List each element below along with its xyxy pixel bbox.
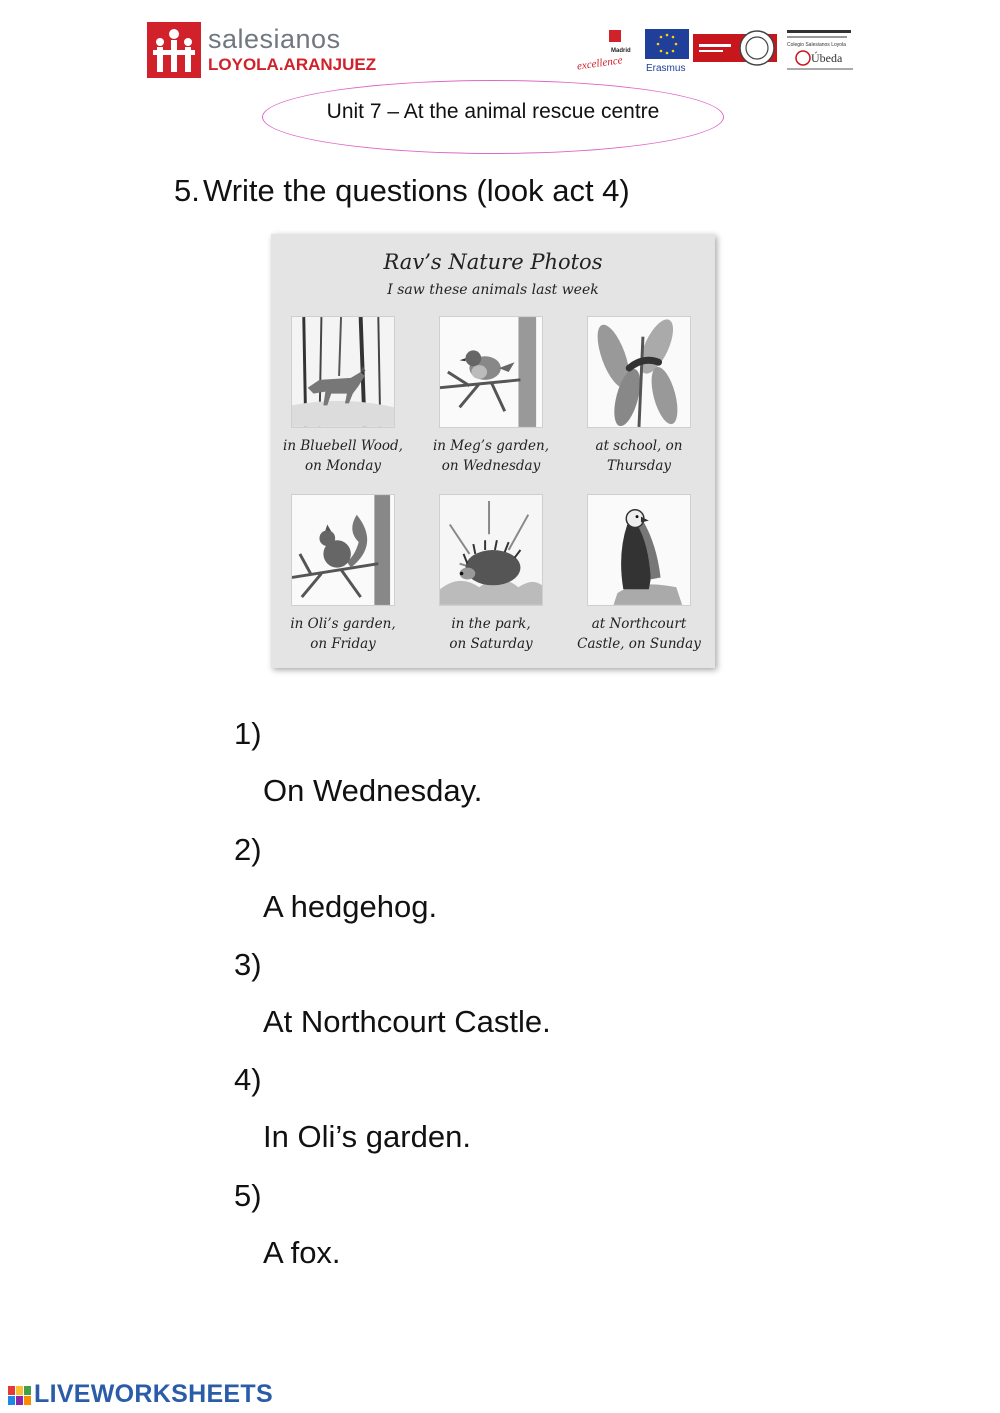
robin-icon: [440, 317, 542, 427]
logo-text-salesianos: salesianos: [208, 24, 341, 54]
photo-caption-eagle: [569, 614, 709, 654]
photo-caption-caterpillar: [569, 436, 709, 476]
colegio-label: Colegio Salesianos Loyola: [787, 42, 846, 48]
question-number-1: 1): [234, 716, 262, 751]
question-number-3: 3): [234, 947, 262, 982]
madrid-excellence-logo-icon: [576, 30, 631, 73]
unit-title: Unit 7 – At the animal rescue centre: [326, 100, 660, 123]
caption-line: on Wednesday: [441, 458, 541, 474]
panel-title: Rav’s Nature Photos: [383, 250, 603, 274]
question-number-4: 4): [234, 1062, 262, 1097]
caption-line: on Monday: [304, 458, 382, 474]
photo-robin: [439, 316, 543, 428]
caption-line: at school, on: [595, 438, 683, 454]
caption-line: at Northcourt: [591, 616, 687, 632]
fox-icon: [292, 317, 394, 427]
ubeda-label: Úbeda: [811, 51, 843, 65]
photo-caption-fox: [273, 436, 413, 476]
exercise-instruction-text: Write the questions (look act 4): [203, 173, 630, 208]
nature-photos-panel: [271, 234, 715, 668]
caption-line: in Bluebell Wood,: [283, 438, 403, 454]
photo-caption-squirrel: [273, 614, 413, 654]
eu-flag-icon: [645, 29, 689, 74]
caption-line: on Saturday: [449, 636, 533, 652]
photo-eagle: [587, 494, 691, 606]
answer-2: A hedgehog.: [263, 889, 438, 924]
question-number-5: 5): [234, 1178, 262, 1213]
caption-line: on Friday: [310, 636, 376, 652]
photo-caption-robin: [421, 436, 561, 476]
caption-line: in Oli’s garden,: [290, 616, 396, 632]
salesianos-logo-icon: [147, 22, 201, 78]
liveworksheets-logo-icon: [8, 1386, 32, 1406]
answer-3: At Northcourt Castle.: [263, 1004, 551, 1039]
photo-caterpillar: [587, 316, 691, 428]
photo-fox: [291, 316, 395, 428]
caption-line: Castle, on Sunday: [577, 636, 701, 652]
certification-logo-icon: [693, 31, 777, 65]
ubeda-logo-icon: [787, 30, 853, 70]
caption-line: in the park,: [451, 616, 531, 632]
partner-logos: [573, 26, 855, 74]
answer-1: On Wednesday.: [263, 773, 483, 808]
caption-line: Thursday: [606, 458, 672, 474]
exercise-instruction: [174, 173, 630, 209]
logo-text-school: LOYOLA.ARANJUEZ: [208, 55, 377, 74]
exercise-number: 5.: [174, 173, 200, 208]
photo-hedgehog: [439, 494, 543, 606]
panel-subtitle: I saw these animals last week: [387, 282, 599, 298]
photo-caption-hedgehog: [421, 614, 561, 654]
caterpillar-icon: [588, 317, 690, 427]
erasmus-label: Erasmus: [646, 63, 686, 74]
caption-line: in Meg’s garden,: [432, 438, 550, 454]
madrid-label: Madrid: [611, 48, 631, 54]
eagle-icon: [588, 495, 690, 605]
liveworksheets-brand[interactable]: LIVEWORKSHEETS: [34, 1380, 273, 1408]
hedgehog-icon: [440, 495, 542, 605]
answer-4: In Oli’s garden.: [263, 1119, 471, 1154]
answer-5: A fox.: [263, 1235, 341, 1270]
squirrel-icon: [292, 495, 394, 605]
photo-squirrel: [291, 494, 395, 606]
question-number-2: 2): [234, 832, 262, 867]
excellence-label: excellence: [576, 54, 624, 73]
